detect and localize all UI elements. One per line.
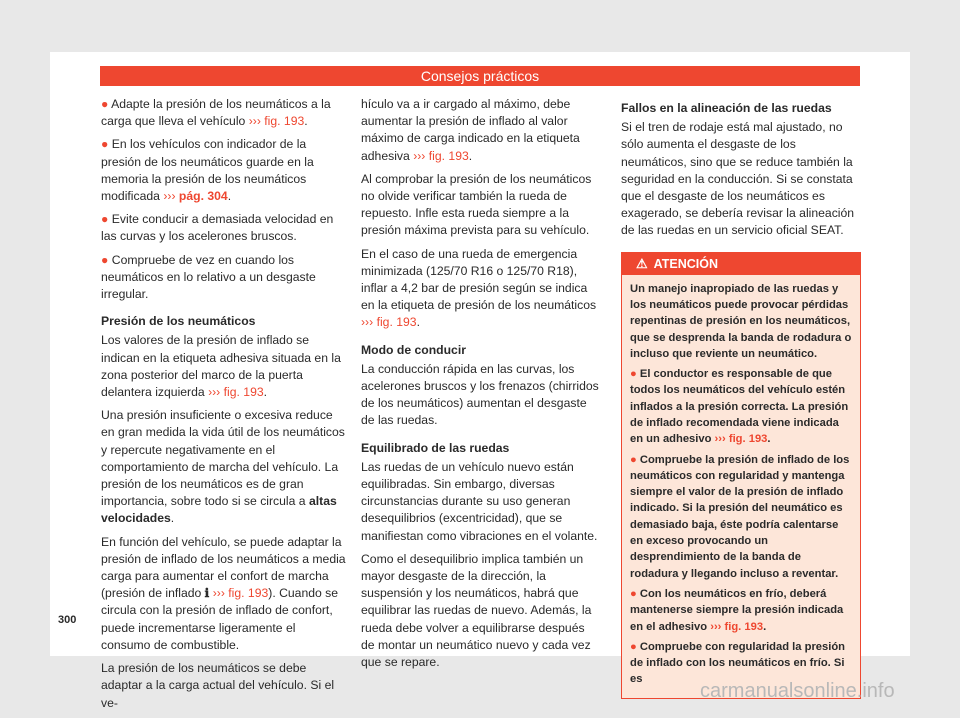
subheading-modo: Modo de conducir: [361, 342, 466, 357]
paragraph: hículo va a ir cargado al máximo, debe aumentar la presión de inflado al valor máximo de carga indicado en la etiqueta adhesiva ››› fig. 193.: [361, 97, 580, 163]
warning-item: ● Con los neumáticos en frío, deberá mantenerse siempre la presión indicada en el adhesivo ››› fig. 193.: [630, 587, 844, 633]
column-2: [361, 96, 601, 677]
figure-link[interactable]: fig. 193: [376, 315, 417, 330]
warning-header: ⚠ ATENCIÓN: [622, 253, 860, 275]
warning-body: [622, 275, 860, 698]
list-item: ● Compruebe de vez en cuando los neumáticos en lo relativo a un desgaste irregular.: [101, 252, 316, 302]
paragraph: La conducción rápida en las curvas, los acelerones bruscos y los frenazos (chirridos de los neumáticos) aumentan el desgaste de las ruedas.: [361, 361, 599, 428]
list-item: ● En los vehículos con indicador de la presión de los neumáticos guarde en la memoria la presión de los neumáticos modificada ››› pág. 304.: [101, 137, 314, 204]
paragraph: Al comprobar la presión de los neumáticos no olvide verificar también la rueda de repuesto. Infle esta rueda siempre a la presión máxima prevista para su vehículo.: [361, 171, 592, 238]
figure-link[interactable]: fig. 193: [728, 433, 768, 446]
figure-link[interactable]: fig. 193: [223, 385, 264, 400]
paragraph: Los valores de la presión de inflado se indican en la etiqueta adhesiva situada en la zona posterior del marco de la puerta delantera izquierda ››› fig. 193.: [101, 333, 341, 400]
bullet-icon: ●: [101, 252, 109, 267]
paragraph: La presión de los neumáticos se debe adaptar a la carga actual del vehículo. Si el ve-: [101, 661, 335, 710]
bullet-icon: ●: [630, 368, 637, 381]
bullet-icon: ●: [630, 453, 637, 466]
column-1: [101, 96, 347, 718]
list-item: ● Evite conducir a demasiada velocidad en las curvas y los acelerones bruscos.: [101, 212, 334, 244]
figure-link[interactable]: fig. 193: [428, 148, 469, 163]
bullet-icon: ●: [630, 640, 637, 653]
subheading-equilibrado: Equilibrado de las ruedas: [361, 440, 510, 455]
warning-intro: Un manejo inapropiado de las ruedas y los neumáticos puede provocar pérdidas repentinas de presión en los neumáticos, que se desprenda la banda de rodadura o incluso que reviente un neumático.: [630, 282, 852, 360]
figure-link[interactable]: fig. 193: [264, 114, 305, 129]
paragraph: En el caso de una rueda de emergencia minimizada (125/70 R16 o 125/70 R18), inflar a 4,2 bar de presión según se indica en la etiqueta de presión de los neumáticos ››› fig. 193.: [361, 246, 597, 330]
page-number: 300: [58, 614, 77, 626]
warning-triangle-icon: ⚠: [636, 255, 648, 271]
page-link[interactable]: pág. 304: [178, 189, 228, 204]
bullet-icon: ●: [630, 587, 637, 600]
paragraph: Las ruedas de un vehículo nuevo están equilibradas. Sin embargo, diversas circunstancias durante su uso generan desequilibrios (excentricidad), que se manifiestan como vibraciones en el volante.: [361, 459, 598, 543]
paragraph: En función del vehículo, se puede adaptar la presión de inflado de los neumáticos a media carga para aumentar el confort de marcha (presión de inflado ℹ ››› fig. 193). Cuando se circula con la presión de inflado de confort, puede incrementarse ligeramente el consumo de combustible.: [101, 534, 346, 652]
warning-item: ● Compruebe la presión de inflado de los neumáticos con regularidad y mantenga siempre el valor de la presión de inflado indicado. Si la presión del neumático es demasiado baja, éste podría calentarse en exceso provocando un desprendimiento de la banda de rodadura y llegando incluso a reventar.: [630, 453, 850, 580]
section-header: Consejos prácticos: [100, 66, 860, 86]
bullet-icon: ●: [101, 212, 109, 227]
figure-link[interactable]: fig. 193: [228, 586, 269, 601]
bold-text: altas velocidades: [101, 494, 337, 526]
column-3: [621, 96, 861, 699]
paragraph: Si el tren de rodaje está mal ajustado, no sólo aumenta el desgaste de los neumáticos, sino que se reduce también la seguridad en la conducción. Si se constata que el desgaste de los neumáticos es exagerado, se debería revisar la alineación de las ruedas en un servicio oficial SEAT.: [621, 120, 855, 238]
subheading-presion: Presión de los neumáticos: [101, 314, 256, 329]
warning-item: ● El conductor es responsable de que todos los neumáticos del vehículo estén inflados a la presión correcta. La presión de inflado recomendada viene indicada en un adhesivo ››› fig. 193.: [630, 368, 849, 446]
warning-item: ● Compruebe con regularidad la presión de inflado con los neumáticos en frío. Si es: [630, 640, 846, 686]
bullet-icon: ●: [101, 137, 109, 152]
figure-link[interactable]: fig. 193: [724, 620, 764, 633]
warning-box: [621, 252, 861, 699]
paragraph: Como el desequilibrio implica también un mayor desgaste de la dirección, la suspensión y los neumáticos, habrá que equilibrar las ruedas de nuevo. Además, la rueda debe volver a equilibrarse después de montar un neumático nuevo y cada vez que se repare.: [361, 551, 592, 670]
subheading-fallos: Fallos en la alineación de las ruedas: [621, 101, 832, 115]
paragraph: Una presión insuficiente o excesiva reduce en gran medida la vida útil de los neumáticos y repercute negativamente en el comportamiento de marcha del vehículo. La presión de los neumáticos es de gran importancia, sobre todo si se circula a altas velocidades.: [101, 408, 345, 526]
info-icon: ℹ: [204, 586, 210, 601]
bullet-icon: ●: [101, 97, 109, 111]
watermark: carmanualsonline.info: [700, 680, 895, 702]
list-item: ● Adapte la presión de los neumáticos a la carga que lleva el vehículo ››› fig. 193.: [101, 97, 331, 129]
